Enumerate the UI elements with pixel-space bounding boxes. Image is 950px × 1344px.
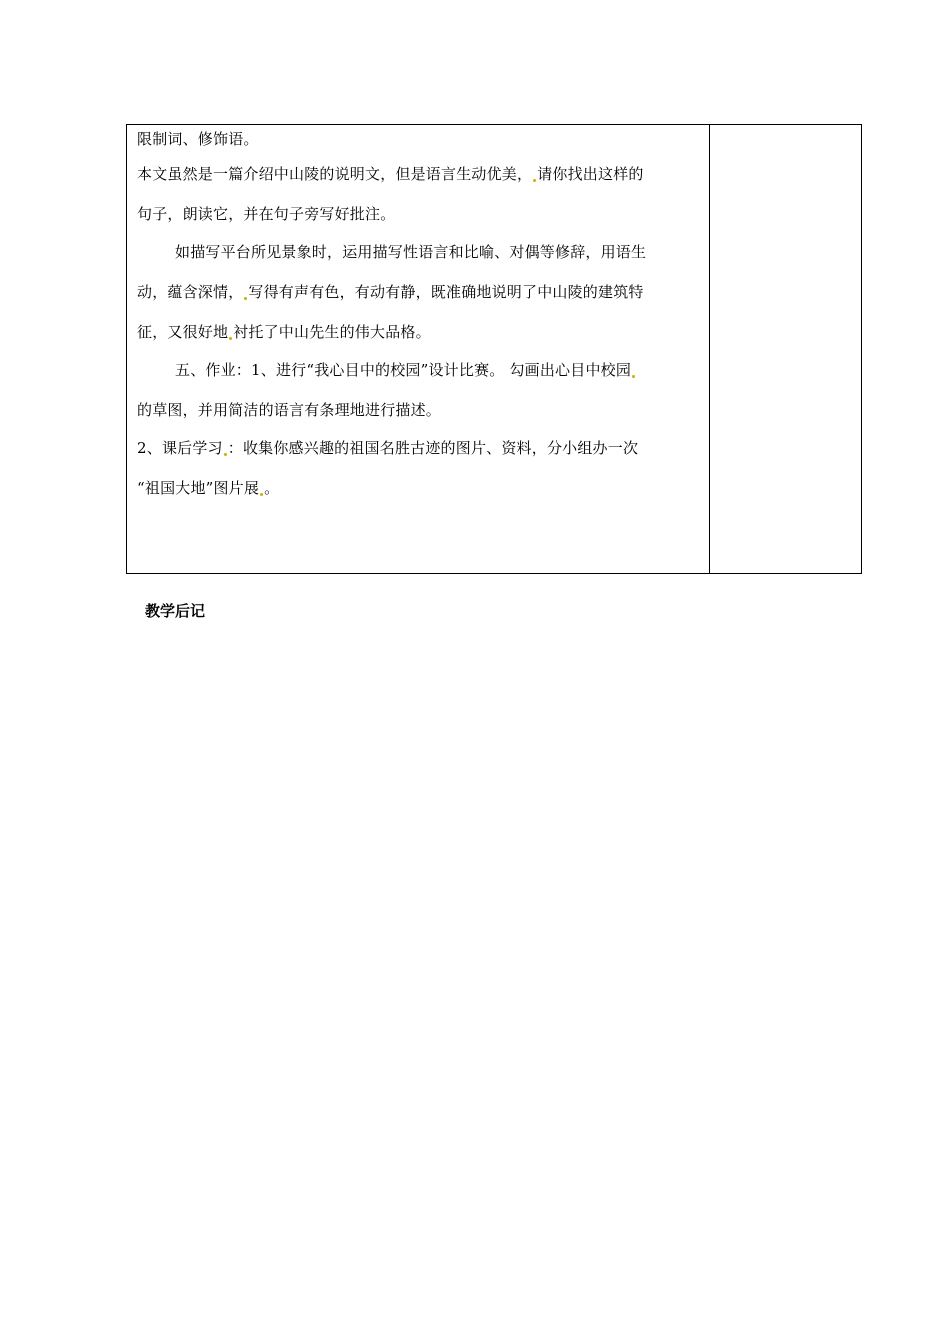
annotation-mark-icon xyxy=(260,493,263,496)
lesson-table xyxy=(126,124,862,574)
annotation-mark-icon xyxy=(533,179,536,182)
text-segment: 征，又很好地 xyxy=(137,323,229,341)
notes-cell xyxy=(710,125,861,573)
text-segment: 的草图，并用简洁的语言有条理地进行描述。 xyxy=(137,401,442,419)
postscript-heading: 教学后记 xyxy=(145,602,206,620)
text-line-8 xyxy=(137,401,441,419)
text-line-3 xyxy=(137,205,395,223)
text-line-2 xyxy=(137,165,644,183)
annotation-mark-icon xyxy=(224,453,227,456)
text-segment: 写得有声有色，有动有静，既准确地说明了中山陵的建筑特 xyxy=(248,283,644,301)
text-line-1 xyxy=(137,130,259,148)
text-segment: 限制词、修饰语。 xyxy=(137,130,259,148)
text-line-9 xyxy=(137,439,638,457)
text-segment: 句子，朗读它，并在句子旁写好批注。 xyxy=(137,205,396,223)
text-segment: 2、课后学习 xyxy=(137,439,223,457)
text-segment: 请你找出这样的 xyxy=(537,165,644,183)
text-segment: ：收集你感兴趣的祖国名胜古迹的图片、资料，分小组办一次 xyxy=(227,439,639,457)
text-line-4 xyxy=(175,243,646,261)
text-line-7 xyxy=(175,361,636,379)
text-segment: 衬托了中山先生的伟大品格。 xyxy=(233,323,431,341)
annotation-mark-icon xyxy=(632,375,635,378)
text-line-6 xyxy=(137,323,431,341)
text-segment: 。 xyxy=(264,479,280,497)
annotation-mark-icon xyxy=(229,337,232,340)
text-segment: 动，蕴含深情， xyxy=(137,283,244,301)
lesson-content-cell xyxy=(127,125,710,573)
text-segment: “祖国大地”图片展 xyxy=(137,479,260,497)
text-segment: 如描写平台所见景象时，运用描写性语言和比喻、对偶等修辞，用语生 xyxy=(175,243,647,261)
text-line-5 xyxy=(137,283,644,301)
text-segment: 五、作业：1、进行“我心目中的校园”设计比赛。 勾画出心目中校园 xyxy=(175,361,632,379)
text-line-10 xyxy=(137,479,279,497)
text-segment: 本文虽然是一篇介绍中山陵的说明文，但是语言生动优美， xyxy=(137,165,533,183)
annotation-mark-icon xyxy=(244,297,247,300)
